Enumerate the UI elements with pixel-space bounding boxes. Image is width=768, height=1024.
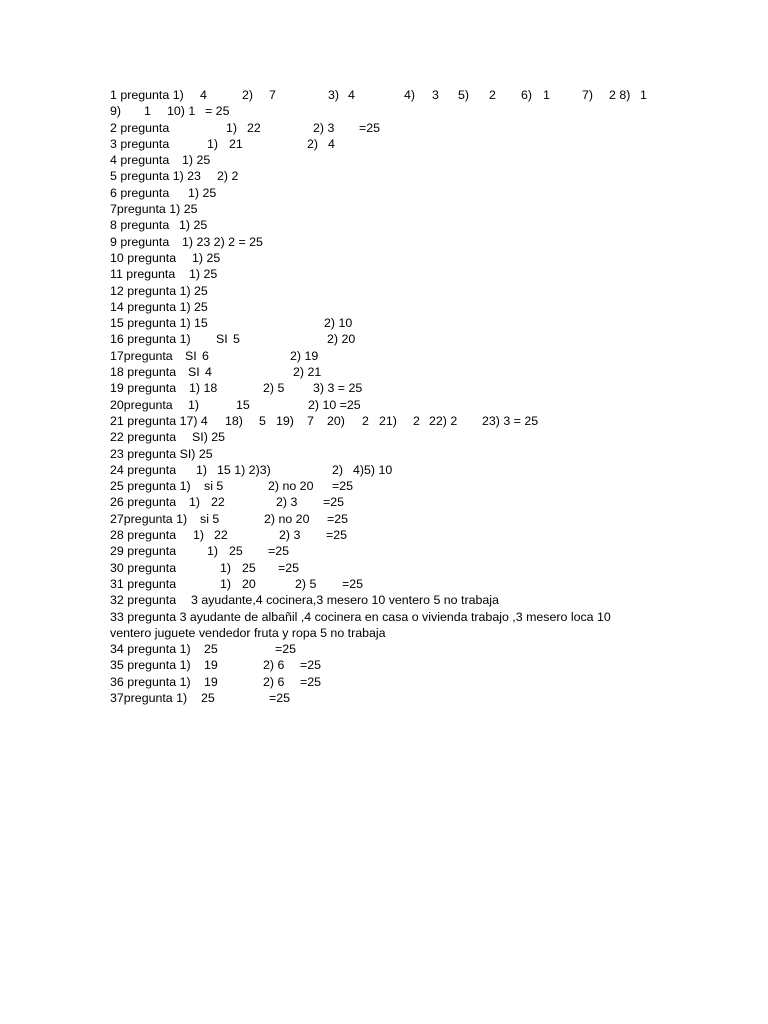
- text-segment: = 25: [205, 104, 230, 119]
- text-segment: 12 pregunta 1) 25: [110, 283, 208, 298]
- text-segment: 1): [189, 495, 201, 510]
- text-line: [110, 641, 670, 657]
- text-line: [110, 331, 670, 347]
- text-segment: 4)5) 10: [353, 462, 393, 477]
- text-segment: 15 pregunta 1) 15: [110, 316, 208, 331]
- text-segment: 19 pregunta: [110, 381, 177, 396]
- text-segment: 4: [205, 365, 212, 380]
- text-segment: 2) 20: [327, 332, 356, 347]
- text-segment: 6 pregunta: [110, 185, 170, 200]
- text-segment: 1): [207, 544, 219, 559]
- text-line: [110, 560, 670, 576]
- text-segment: si 5: [204, 479, 224, 494]
- text-segment: 1): [193, 528, 205, 543]
- text-line: [110, 690, 670, 706]
- text-segment: 1: [543, 88, 550, 102]
- text-segment: 1) 25: [179, 218, 208, 233]
- text-segment: 7: [307, 413, 314, 428]
- text-segment: 8 pregunta: [110, 218, 170, 233]
- text-segment: 36 pregunta 1): [110, 674, 191, 689]
- text-segment: 29 pregunta: [110, 544, 177, 559]
- text-segment: 19: [204, 658, 218, 673]
- text-line: [110, 283, 670, 299]
- text-segment: 3 ayudante,4 cocinera,3 mesero 10 ventero 5 no trabaja: [191, 593, 499, 608]
- text-segment: 22: [214, 528, 228, 543]
- text-line: [110, 674, 670, 690]
- text-segment: 2) 3: [276, 495, 298, 510]
- text-segment: 22: [211, 495, 225, 510]
- text-line: [110, 543, 670, 559]
- text-segment: 2) 3: [279, 528, 301, 543]
- text-line: [110, 657, 670, 673]
- text-segment: 1): [226, 120, 238, 135]
- text-line: [110, 429, 670, 445]
- text-segment: 27pregunta 1): [110, 511, 188, 526]
- text-segment: 2) no 20: [268, 479, 314, 494]
- text-segment: si 5: [200, 511, 220, 526]
- text-segment: 21: [229, 136, 243, 151]
- text-segment: =25: [326, 528, 348, 543]
- text-segment: 18 pregunta: [110, 365, 177, 380]
- text-segment: SI) 25: [192, 430, 226, 445]
- text-segment: 4: [348, 88, 355, 102]
- text-segment: 4: [200, 88, 207, 102]
- text-segment: =25: [323, 495, 345, 510]
- text-segment: 9): [110, 104, 122, 119]
- text-segment: 9 pregunta: [110, 234, 170, 249]
- text-segment: 2) 2: [217, 169, 239, 184]
- text-segment: 2) 3: [313, 120, 335, 135]
- text-segment: 31 pregunta: [110, 576, 177, 591]
- text-segment: 1): [220, 576, 232, 591]
- text-segment: 2) 19: [290, 348, 319, 363]
- text-segment: 2) 21: [293, 365, 322, 380]
- text-segment: 1): [220, 560, 232, 575]
- text-segment: =25: [327, 511, 349, 526]
- text-segment: 6): [521, 88, 533, 102]
- text-segment: 3: [432, 88, 439, 102]
- text-segment: 2): [307, 136, 319, 151]
- text-segment: 3) 3 = 25: [313, 381, 363, 396]
- text-line: [110, 87, 670, 103]
- text-segment: 17pregunta: [110, 348, 173, 363]
- text-segment: 4: [328, 136, 335, 151]
- text-segment: ventero juguete vendedor fruta y ropa 5 no trabaja: [110, 625, 386, 640]
- text-segment: 5: [233, 332, 240, 347]
- text-line: [110, 266, 670, 282]
- text-line: [110, 120, 670, 136]
- text-segment: 20pregunta: [110, 397, 173, 412]
- text-segment: =25: [278, 560, 300, 575]
- text-segment: 2: [362, 413, 369, 428]
- text-line: [110, 397, 670, 413]
- text-segment: 1) 23 2) 2 = 25: [182, 234, 263, 249]
- text-segment: 4): [404, 88, 416, 102]
- text-segment: 1) 25: [188, 185, 217, 200]
- text-line: [110, 494, 670, 510]
- text-line: [110, 446, 670, 462]
- text-line: [110, 592, 670, 608]
- text-segment: 21 pregunta 17) 4: [110, 413, 208, 428]
- text-segment: 15: [236, 397, 250, 412]
- text-segment: 28 pregunta: [110, 528, 177, 543]
- text-segment: =25: [332, 479, 354, 494]
- document-page: [110, 87, 670, 706]
- text-line: [110, 299, 670, 315]
- text-segment: 1) 25: [182, 153, 211, 168]
- text-segment: 15 1) 2)3): [217, 462, 271, 477]
- text-line: [110, 217, 670, 233]
- text-segment: 22: [247, 120, 261, 135]
- text-line: [110, 348, 670, 364]
- text-line: [110, 625, 670, 641]
- text-segment: 20: [242, 576, 256, 591]
- text-line: [110, 152, 670, 168]
- text-segment: 34 pregunta 1): [110, 642, 191, 657]
- text-segment: 23 pregunta SI) 25: [110, 446, 213, 461]
- text-line: [110, 315, 670, 331]
- text-segment: 2) 5: [263, 381, 285, 396]
- text-segment: 22 pregunta: [110, 430, 177, 445]
- text-line: [110, 103, 670, 119]
- text-segment: 2): [332, 462, 344, 477]
- text-segment: SI: [216, 332, 228, 347]
- text-segment: 4 pregunta: [110, 153, 170, 168]
- text-segment: 24 pregunta: [110, 462, 177, 477]
- text-line: [110, 380, 670, 396]
- text-segment: SI: [188, 365, 200, 380]
- text-segment: 25: [201, 690, 215, 705]
- text-segment: SI: [185, 348, 197, 363]
- text-segment: 5: [259, 413, 266, 428]
- text-segment: 7pregunta 1) 25: [110, 202, 198, 217]
- text-segment: =25: [300, 674, 322, 689]
- text-segment: 1): [196, 462, 208, 477]
- text-segment: 6: [202, 348, 209, 363]
- text-segment: 10 pregunta: [110, 250, 177, 265]
- text-segment: 2) 10: [324, 316, 353, 331]
- text-line: [110, 462, 670, 478]
- text-line: [110, 168, 670, 184]
- text-line: [110, 364, 670, 380]
- text-segment: 1): [188, 397, 200, 412]
- text-segment: 21): [379, 413, 397, 428]
- text-line: [110, 201, 670, 217]
- text-segment: 25: [204, 642, 218, 657]
- text-segment: 20): [327, 413, 345, 428]
- text-segment: 19: [204, 674, 218, 689]
- text-segment: 1) 25: [189, 267, 218, 282]
- text-line: [110, 511, 670, 527]
- text-segment: =25: [342, 576, 364, 591]
- text-segment: 2) no 20: [264, 511, 310, 526]
- text-segment: 2 8): [609, 88, 631, 102]
- text-segment: 26 pregunta: [110, 495, 177, 510]
- text-segment: 7: [269, 88, 276, 102]
- text-line: [110, 478, 670, 494]
- text-segment: 22) 2: [429, 413, 458, 428]
- text-segment: 16 pregunta 1): [110, 332, 191, 347]
- text-line: [110, 185, 670, 201]
- text-segment: 2) 6: [263, 658, 285, 673]
- text-segment: 1: [144, 104, 151, 119]
- text-segment: 23) 3 = 25: [482, 413, 539, 428]
- text-segment: 1) 25: [192, 250, 221, 265]
- text-segment: 2) 10 =25: [308, 397, 361, 412]
- text-segment: =25: [275, 642, 297, 657]
- text-segment: 2): [242, 88, 254, 102]
- text-segment: 2) 5: [295, 576, 317, 591]
- text-segment: 1) 18: [189, 381, 218, 396]
- text-segment: 37pregunta 1): [110, 690, 188, 705]
- text-segment: 18): [225, 413, 243, 428]
- text-segment: 10) 1: [167, 104, 196, 119]
- text-segment: =25: [268, 544, 290, 559]
- text-segment: 7): [582, 88, 594, 102]
- text-segment: 25: [242, 560, 256, 575]
- text-segment: 1): [207, 136, 219, 151]
- text-line: [110, 136, 670, 152]
- text-segment: 25 pregunta 1): [110, 479, 191, 494]
- text-segment: 2 pregunta: [110, 120, 170, 135]
- text-segment: 11 pregunta: [110, 267, 176, 282]
- text-segment: 25: [229, 544, 243, 559]
- text-segment: 32 pregunta: [110, 593, 177, 608]
- text-line: [110, 250, 670, 266]
- text-segment: 33 pregunta 3 ayudante de albañil ,4 cocinera en casa o vivienda trabajo ,3 mesero loca 10: [110, 609, 611, 624]
- text-segment: 35 pregunta 1): [110, 658, 191, 673]
- text-segment: =25: [359, 120, 381, 135]
- text-line: [110, 527, 670, 543]
- text-segment: =25: [269, 690, 291, 705]
- text-segment: 19): [276, 413, 294, 428]
- text-segment: 3): [328, 88, 340, 102]
- text-segment: 2) 6: [263, 674, 285, 689]
- text-segment: 2: [489, 88, 496, 102]
- text-segment: 30 pregunta: [110, 560, 177, 575]
- text-segment: 2: [413, 413, 420, 428]
- text-segment: 3 pregunta: [110, 136, 170, 151]
- text-segment: 1 pregunta 1): [110, 88, 184, 102]
- text-segment: 5): [458, 88, 470, 102]
- text-line: [110, 609, 670, 625]
- text-line: [110, 234, 670, 250]
- text-segment: 5 pregunta 1) 23: [110, 169, 201, 184]
- text-segment: =25: [300, 658, 322, 673]
- text-line: [110, 576, 670, 592]
- text-segment: 14 pregunta 1) 25: [110, 299, 208, 314]
- text-line: [110, 413, 670, 429]
- text-segment: 1: [640, 88, 647, 102]
